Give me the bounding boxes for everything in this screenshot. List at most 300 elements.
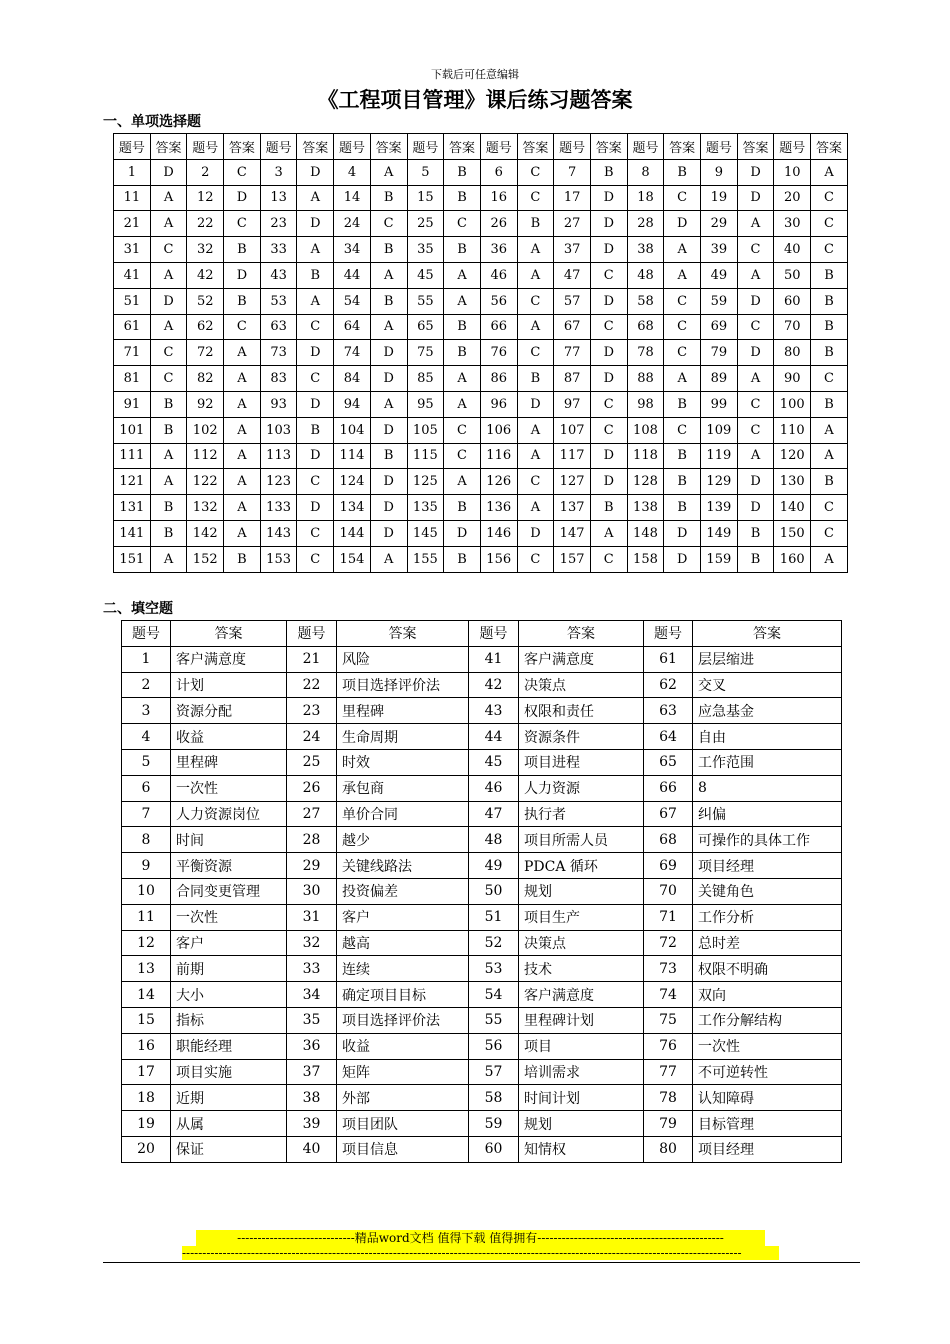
question-number-cell: 135 <box>407 495 444 521</box>
question-number-cell: 59 <box>701 288 738 314</box>
answer-cell: B <box>150 417 187 443</box>
question-number-cell: 132 <box>187 495 224 521</box>
question-number-cell: 122 <box>187 469 224 495</box>
question-number-cell: 67 <box>554 314 591 340</box>
question-number-cell: 121 <box>114 469 151 495</box>
question-number-cell: 4 <box>122 724 171 750</box>
answer-cell: B <box>811 469 848 495</box>
question-number-cell: 63 <box>644 698 693 724</box>
answer-cell: 客户满意度 <box>519 982 644 1008</box>
header-answer: 答案 <box>224 134 261 160</box>
answer-cell: 大小 <box>171 982 287 1008</box>
question-number-cell: 3 <box>260 159 297 185</box>
question-number-cell: 159 <box>701 546 738 572</box>
question-number-cell: 72 <box>187 340 224 366</box>
question-number-cell: 109 <box>701 417 738 443</box>
answer-cell: C <box>811 185 848 211</box>
header-answer: 答案 <box>171 621 287 647</box>
answer-cell: 人力资源岗位 <box>171 801 287 827</box>
question-number-cell: 85 <box>407 366 444 392</box>
answer-cell: C <box>297 520 334 546</box>
top-note: 下载后可任意编辑 <box>431 68 519 81</box>
question-number-cell: 2 <box>187 159 224 185</box>
answer-cell: B <box>517 366 554 392</box>
question-number-cell: 24 <box>287 724 337 750</box>
answer-cell: C <box>590 262 627 288</box>
question-number-cell: 5 <box>407 159 444 185</box>
answer-cell: B <box>517 211 554 237</box>
footer-dash-line: ------------------------------------------------------------------------------------------------------------------------------------------ <box>182 1246 779 1260</box>
question-number-cell: 120 <box>774 443 811 469</box>
answer-cell: 外部 <box>337 1085 469 1111</box>
answer-cell: A <box>444 262 481 288</box>
question-number-cell: 18 <box>122 1085 171 1111</box>
question-number-cell: 11 <box>122 904 171 930</box>
answer-cell: A <box>517 417 554 443</box>
answer-cell: C <box>297 366 334 392</box>
answer-cell: B <box>664 495 701 521</box>
question-number-cell: 158 <box>627 546 664 572</box>
question-number-cell: 59 <box>469 1111 519 1137</box>
question-number-cell: 142 <box>187 520 224 546</box>
question-number-cell: 29 <box>287 853 337 879</box>
question-number-cell: 116 <box>480 443 517 469</box>
answer-cell: PDCA 循环 <box>519 853 644 879</box>
question-number-cell: 104 <box>334 417 371 443</box>
question-number-cell: 150 <box>774 520 811 546</box>
question-number-cell: 92 <box>187 391 224 417</box>
question-number-cell: 3 <box>122 698 171 724</box>
answer-cell: A <box>517 495 554 521</box>
question-number-cell: 133 <box>260 495 297 521</box>
question-number-cell: 100 <box>774 391 811 417</box>
answer-cell: D <box>444 520 481 546</box>
question-number-cell: 80 <box>644 1136 693 1162</box>
question-number-cell: 153 <box>260 546 297 572</box>
answer-cell: A <box>737 211 774 237</box>
question-number-cell: 50 <box>774 262 811 288</box>
question-number-cell: 152 <box>187 546 224 572</box>
question-number-cell: 102 <box>187 417 224 443</box>
question-number-cell: 76 <box>480 340 517 366</box>
question-number-cell: 27 <box>554 211 591 237</box>
question-number-cell: 1 <box>122 646 171 672</box>
question-number-cell: 70 <box>774 314 811 340</box>
answer-cell: 一次性 <box>171 904 287 930</box>
question-number-cell: 64 <box>644 724 693 750</box>
answer-cell: 保证 <box>171 1136 287 1162</box>
table-header-row <box>122 621 842 647</box>
question-number-cell: 70 <box>644 878 693 904</box>
footer-banner: -----------------------------精品word文档 值得下载 值得拥有---------------------------------------------- <box>196 1230 765 1247</box>
question-number-cell: 18 <box>627 185 664 211</box>
answer-cell: C <box>150 340 187 366</box>
answer-cell: B <box>224 546 261 572</box>
answer-cell: C <box>517 340 554 366</box>
answer-cell: 项目选择评价法 <box>337 1007 469 1033</box>
answer-cell: 项目实施 <box>171 1059 287 1085</box>
answer-cell: D <box>590 237 627 263</box>
answer-cell: 项目经理 <box>693 853 842 879</box>
question-number-cell: 111 <box>114 443 151 469</box>
question-number-cell: 69 <box>701 314 738 340</box>
answer-cell: D <box>297 495 334 521</box>
question-number-cell: 31 <box>114 237 151 263</box>
question-number-cell: 26 <box>480 211 517 237</box>
answer-cell: D <box>370 495 407 521</box>
header-answer: 答案 <box>737 134 774 160</box>
header-answer: 答案 <box>444 134 481 160</box>
answer-cell: A <box>370 314 407 340</box>
answer-cell: D <box>370 340 407 366</box>
header-answer: 答案 <box>811 134 848 160</box>
answer-cell: D <box>590 469 627 495</box>
answer-cell: A <box>150 185 187 211</box>
question-number-cell: 52 <box>469 930 519 956</box>
answer-cell: D <box>590 185 627 211</box>
question-number-cell: 57 <box>554 288 591 314</box>
question-number-cell: 95 <box>407 391 444 417</box>
question-number-cell: 60 <box>774 288 811 314</box>
question-number-cell: 25 <box>407 211 444 237</box>
answer-cell: D <box>737 159 774 185</box>
question-number-cell: 74 <box>644 982 693 1008</box>
question-number-cell: 75 <box>407 340 444 366</box>
header-question-number: 题号 <box>407 134 444 160</box>
question-number-cell: 58 <box>469 1085 519 1111</box>
header-question-number: 题号 <box>627 134 664 160</box>
question-number-cell: 74 <box>334 340 371 366</box>
header-question-number: 题号 <box>287 621 337 647</box>
question-number-cell: 103 <box>260 417 297 443</box>
answer-cell: 自由 <box>693 724 842 750</box>
question-number-cell: 136 <box>480 495 517 521</box>
answer-cell: 承包商 <box>337 775 469 801</box>
question-number-cell: 62 <box>644 672 693 698</box>
answer-cell: D <box>590 340 627 366</box>
question-number-cell: 98 <box>627 391 664 417</box>
question-number-cell: 19 <box>701 185 738 211</box>
answer-cell: A <box>224 340 261 366</box>
question-number-cell: 49 <box>469 853 519 879</box>
answer-cell: C <box>811 495 848 521</box>
question-number-cell: 47 <box>469 801 519 827</box>
answer-cell: D <box>297 340 334 366</box>
answer-cell: C <box>737 417 774 443</box>
answer-cell: A <box>444 366 481 392</box>
question-number-cell: 49 <box>701 262 738 288</box>
answer-cell: B <box>444 314 481 340</box>
answer-cell: A <box>444 469 481 495</box>
question-number-cell: 140 <box>774 495 811 521</box>
answer-cell: A <box>517 237 554 263</box>
answer-cell: 里程碑计划 <box>519 1007 644 1033</box>
answer-cell: 项目所需人员 <box>519 827 644 853</box>
header-answer: 答案 <box>150 134 187 160</box>
answer-cell: A <box>297 185 334 211</box>
answer-cell: 培训需求 <box>519 1059 644 1085</box>
question-number-cell: 45 <box>407 262 444 288</box>
question-number-cell: 50 <box>469 878 519 904</box>
answer-cell: A <box>664 237 701 263</box>
answer-cell: C <box>150 237 187 263</box>
answer-cell: 从属 <box>171 1111 287 1137</box>
table-row <box>122 956 842 982</box>
question-number-cell: 30 <box>774 211 811 237</box>
answer-cell: 项目进程 <box>519 749 644 775</box>
answer-cell: B <box>224 288 261 314</box>
answer-cell: B <box>737 520 774 546</box>
answer-cell: 确定项目目标 <box>337 982 469 1008</box>
answer-cell: 指标 <box>171 1007 287 1033</box>
header-question-number: 题号 <box>122 621 171 647</box>
answer-cell: D <box>737 185 774 211</box>
answer-cell: 层层缩进 <box>693 646 842 672</box>
answer-cell: 一次性 <box>171 775 287 801</box>
question-number-cell: 46 <box>480 262 517 288</box>
table-row <box>114 159 848 185</box>
question-number-cell: 86 <box>480 366 517 392</box>
header-question-number: 题号 <box>644 621 693 647</box>
question-number-cell: 5 <box>122 749 171 775</box>
question-number-cell: 44 <box>334 262 371 288</box>
answer-cell: 目标管理 <box>693 1111 842 1137</box>
answer-cell: B <box>664 469 701 495</box>
answer-cell: C <box>224 314 261 340</box>
table-row <box>114 288 848 314</box>
question-number-cell: 138 <box>627 495 664 521</box>
question-number-cell: 78 <box>627 340 664 366</box>
table-row <box>122 724 842 750</box>
answer-cell: A <box>224 520 261 546</box>
answer-cell: D <box>150 288 187 314</box>
question-number-cell: 149 <box>701 520 738 546</box>
question-number-cell: 80 <box>774 340 811 366</box>
answer-cell: 项目信息 <box>337 1136 469 1162</box>
answer-cell: C <box>737 237 774 263</box>
answer-cell: A <box>370 546 407 572</box>
question-number-cell: 4 <box>334 159 371 185</box>
table-row <box>122 775 842 801</box>
answer-cell: C <box>664 288 701 314</box>
question-number-cell: 77 <box>554 340 591 366</box>
answer-cell: A <box>444 391 481 417</box>
question-number-cell: 79 <box>644 1111 693 1137</box>
question-number-cell: 105 <box>407 417 444 443</box>
header-answer: 答案 <box>693 621 842 647</box>
answer-cell: 工作范围 <box>693 749 842 775</box>
table-row <box>122 1033 842 1059</box>
answer-cell: 客户满意度 <box>171 646 287 672</box>
question-number-cell: 81 <box>114 366 151 392</box>
answer-cell: 可操作的具体工作 <box>693 827 842 853</box>
question-number-cell: 40 <box>774 237 811 263</box>
answer-cell: D <box>517 391 554 417</box>
answer-cell: A <box>370 391 407 417</box>
answer-cell: B <box>150 391 187 417</box>
answer-cell: A <box>297 288 334 314</box>
question-number-cell: 22 <box>187 211 224 237</box>
question-number-cell: 126 <box>480 469 517 495</box>
table-row <box>122 1136 842 1162</box>
question-number-cell: 67 <box>644 801 693 827</box>
table-row <box>122 646 842 672</box>
answer-cell: B <box>444 546 481 572</box>
question-number-cell: 82 <box>187 366 224 392</box>
page-title: 《工程项目管理》课后练习题答案 <box>317 88 633 112</box>
answer-cell: D <box>590 288 627 314</box>
answer-cell: D <box>664 520 701 546</box>
question-number-cell: 128 <box>627 469 664 495</box>
answer-cell: C <box>224 211 261 237</box>
question-number-cell: 68 <box>627 314 664 340</box>
answer-cell: B <box>811 314 848 340</box>
question-number-cell: 93 <box>260 391 297 417</box>
answer-cell: B <box>370 185 407 211</box>
answer-cell: D <box>590 211 627 237</box>
question-number-cell: 56 <box>480 288 517 314</box>
question-number-cell: 7 <box>554 159 591 185</box>
question-number-cell: 17 <box>122 1059 171 1085</box>
question-number-cell: 14 <box>334 185 371 211</box>
question-number-cell: 155 <box>407 546 444 572</box>
answer-cell: C <box>590 391 627 417</box>
answer-cell: A <box>150 211 187 237</box>
question-number-cell: 42 <box>469 672 519 698</box>
question-number-cell: 141 <box>114 520 151 546</box>
answer-cell: D <box>150 159 187 185</box>
answer-cell: 权限不明确 <box>693 956 842 982</box>
answer-cell: 一次性 <box>693 1033 842 1059</box>
answer-cell: B <box>444 185 481 211</box>
answer-cell: D <box>664 211 701 237</box>
question-number-cell: 75 <box>644 1007 693 1033</box>
question-number-cell: 57 <box>469 1059 519 1085</box>
question-number-cell: 89 <box>701 366 738 392</box>
question-number-cell: 154 <box>334 546 371 572</box>
answer-cell: 总时差 <box>693 930 842 956</box>
question-number-cell: 23 <box>260 211 297 237</box>
question-number-cell: 20 <box>774 185 811 211</box>
fill-in-blank-answer-table <box>121 620 842 1163</box>
answer-cell: 工作分析 <box>693 904 842 930</box>
question-number-cell: 64 <box>334 314 371 340</box>
answer-cell: A <box>517 262 554 288</box>
answer-cell: A <box>737 443 774 469</box>
answer-cell: B <box>811 340 848 366</box>
answer-cell: 合同变更管理 <box>171 878 287 904</box>
question-number-cell: 46 <box>469 775 519 801</box>
answer-cell: 人力资源 <box>519 775 644 801</box>
table-row <box>122 1007 842 1033</box>
answer-cell: 客户 <box>337 904 469 930</box>
question-number-cell: 108 <box>627 417 664 443</box>
answer-cell: C <box>664 417 701 443</box>
answer-cell: 越少 <box>337 827 469 853</box>
answer-cell: B <box>297 417 334 443</box>
answer-cell: B <box>297 262 334 288</box>
question-number-cell: 79 <box>701 340 738 366</box>
answer-cell: 项目生产 <box>519 904 644 930</box>
answer-cell: 权限和责任 <box>519 698 644 724</box>
answer-cell: 规划 <box>519 1111 644 1137</box>
answer-cell: B <box>811 288 848 314</box>
question-number-cell: 65 <box>407 314 444 340</box>
answer-cell: 8 <box>693 775 842 801</box>
header-question-number: 题号 <box>469 621 519 647</box>
header-answer: 答案 <box>519 621 644 647</box>
answer-cell: C <box>517 185 554 211</box>
question-number-cell: 97 <box>554 391 591 417</box>
question-number-cell: 137 <box>554 495 591 521</box>
question-number-cell: 123 <box>260 469 297 495</box>
question-number-cell: 61 <box>114 314 151 340</box>
question-number-cell: 114 <box>334 443 371 469</box>
table-row <box>114 495 848 521</box>
answer-cell: 关键线路法 <box>337 853 469 879</box>
answer-cell: B <box>811 391 848 417</box>
table-row <box>114 417 848 443</box>
question-number-cell: 7 <box>122 801 171 827</box>
question-number-cell: 112 <box>187 443 224 469</box>
question-number-cell: 99 <box>701 391 738 417</box>
header-answer: 答案 <box>664 134 701 160</box>
question-number-cell: 71 <box>644 904 693 930</box>
answer-cell: D <box>224 185 261 211</box>
question-number-cell: 16 <box>480 185 517 211</box>
answer-cell: A <box>224 469 261 495</box>
header-question-number: 题号 <box>701 134 738 160</box>
question-number-cell: 37 <box>287 1059 337 1085</box>
header-question-number: 题号 <box>774 134 811 160</box>
question-number-cell: 45 <box>469 749 519 775</box>
answer-cell: C <box>811 211 848 237</box>
question-number-cell: 15 <box>407 185 444 211</box>
answer-cell: 关键角色 <box>693 878 842 904</box>
question-number-cell: 107 <box>554 417 591 443</box>
question-number-cell: 61 <box>644 646 693 672</box>
answer-cell: C <box>517 546 554 572</box>
table-row <box>122 1085 842 1111</box>
answer-cell: A <box>370 159 407 185</box>
question-number-cell: 43 <box>260 262 297 288</box>
question-number-cell: 68 <box>644 827 693 853</box>
header-answer: 答案 <box>517 134 554 160</box>
answer-cell: C <box>664 314 701 340</box>
question-number-cell: 28 <box>287 827 337 853</box>
answer-cell: D <box>297 211 334 237</box>
answer-cell: C <box>370 211 407 237</box>
question-number-cell: 56 <box>469 1033 519 1059</box>
answer-cell: 决策点 <box>519 930 644 956</box>
question-number-cell: 94 <box>334 391 371 417</box>
answer-cell: D <box>517 520 554 546</box>
header-question-number: 题号 <box>334 134 371 160</box>
question-number-cell: 51 <box>469 904 519 930</box>
answer-cell: B <box>370 288 407 314</box>
answer-cell: 项目经理 <box>693 1136 842 1162</box>
question-number-cell: 119 <box>701 443 738 469</box>
question-number-cell: 96 <box>480 391 517 417</box>
answer-cell: A <box>737 366 774 392</box>
answer-cell: A <box>150 314 187 340</box>
answer-cell: 收益 <box>337 1033 469 1059</box>
question-number-cell: 33 <box>287 956 337 982</box>
answer-cell: 矩阵 <box>337 1059 469 1085</box>
question-number-cell: 20 <box>122 1136 171 1162</box>
question-number-cell: 8 <box>627 159 664 185</box>
answer-cell: 单价合同 <box>337 801 469 827</box>
